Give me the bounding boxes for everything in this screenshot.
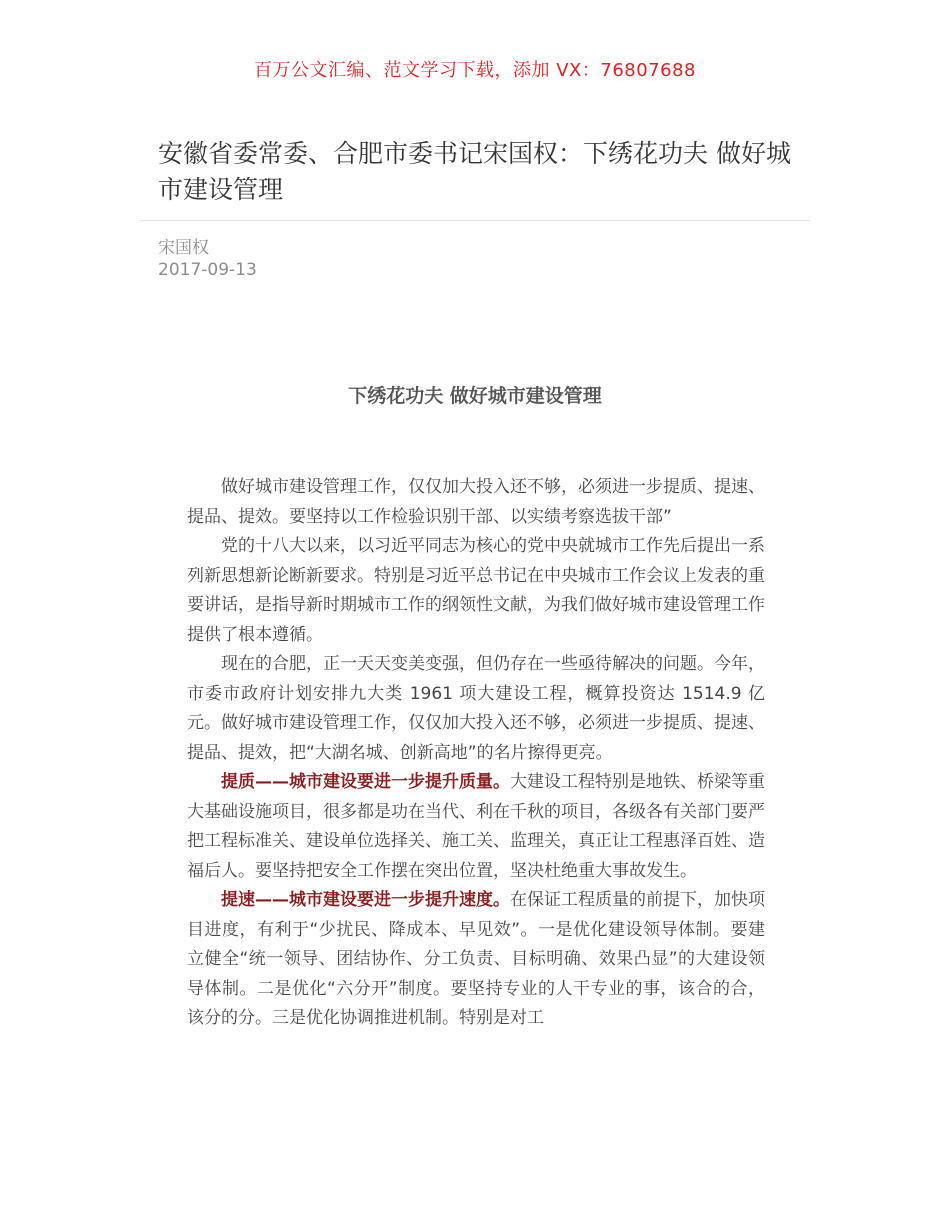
- article-subtitle: 下绣花功夫 做好城市建设管理: [348, 385, 602, 407]
- section-heading: 提速——城市建设要进一步提升速度。: [221, 890, 510, 910]
- article-meta: [140, 221, 810, 281]
- publish-date: 2017-09-13: [158, 260, 257, 280]
- promo-banner: 百万公文汇编、范文学习下载，添加 VX：76807688: [254, 60, 696, 81]
- paragraph: 提速——城市建设要进一步提升速度。在保证工程质量的前提下，加快项目进度，有利于“少扰民、降成本、早见效”。一是优化建设领导体制。要建立健全“统一领导、团结协作、分工负责、目标明确、效果凸显”的大建设领导体制。二是优化“六分开”制度。要坚持专业的人干专业的事，该合的合，该分的分。三是优化协调推进机制。特别是对工: [187, 890, 765, 1028]
- paragraph: 现在的合肥，正一天天变美变强，但仍存在一些亟待解决的问题。今年，市委市政府计划安排九大类 1961 项大建设工程，概算投资达 1514.9 亿元。做好城市建设管理工作，仅仅加大投入还不够，必须进一步提质、提速、提品、提效，把“大湖名城、创新高地”的名片擦得更亮。: [187, 654, 765, 763]
- section-heading: 提质——城市建设要进一步提升质量。: [221, 772, 510, 792]
- article-header: [140, 136, 810, 281]
- article-body: [187, 473, 765, 1034]
- paragraph: 做好城市建设管理工作，仅仅加大投入还不够，必须进一步提质、提速、提品、提效。要坚持以工作检验识别干部、以实绩考察选拔干部”: [187, 477, 765, 527]
- paragraph: 党的十八大以来，以习近平同志为核心的党中央就城市工作先后提出一系列新思想新论断新要求。特别是习近平总书记在中央城市工作会议上发表的重要讲话，是指导新时期城市工作的纲领性文献，为我们做好城市建设管理工作提供了根本遵循。: [187, 536, 765, 645]
- author: 宋国权: [158, 238, 209, 258]
- article-title: 安徽省委常委、合肥市委书记宋国权：下绣花功夫 做好城市建设管理: [140, 136, 810, 221]
- paragraph: 提质——城市建设要进一步提升质量。大建设工程特别是地铁、桥梁等重大基础设施项目，很多都是功在当代、利在千秋的项目，各级各有关部门要严把工程标准关、建设单位选择关、施工关、监理关，真正让工程惠泽百姓、造福后人。要坚持把安全工作摆在突出位置，坚决杜绝重大事故发生。: [187, 772, 765, 881]
